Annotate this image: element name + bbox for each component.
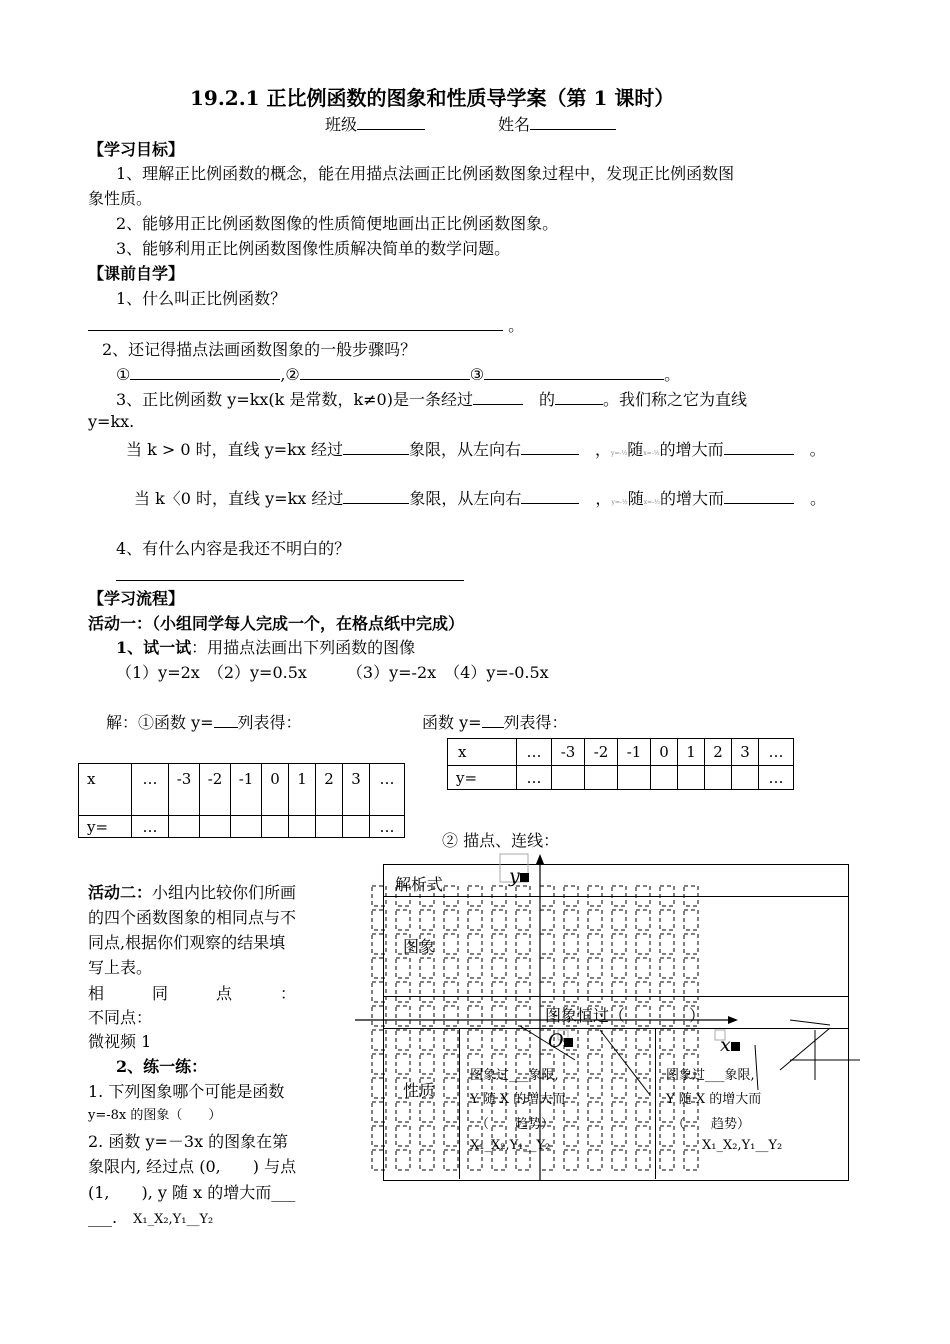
small-x-icon: x=-½ xyxy=(643,450,660,457)
class-field xyxy=(325,112,425,135)
preview-q4: 4、有什么内容是我还不明白的？ xyxy=(116,539,351,558)
class-blank[interactable] xyxy=(357,115,425,130)
solution-right: 函数 y= 列表得： xyxy=(422,713,568,732)
cell[interactable] xyxy=(231,816,262,838)
section-preview: 【课前自学】 xyxy=(88,264,185,283)
x-axis-label: x xyxy=(720,1034,740,1056)
page-title: 19.2.1 正比例函数的图象和性质导学案（第 1 课时） xyxy=(190,86,675,110)
k-pos-result-blank[interactable] xyxy=(724,440,794,455)
goal-2: 2、能够用正比例函数图像的性质简便地画出正比例函数图象。 xyxy=(116,214,559,233)
q1-blank[interactable] xyxy=(88,316,503,331)
k-neg-quadrant-blank[interactable] xyxy=(343,489,409,504)
y-axis-label: y xyxy=(509,865,529,887)
q4-blank[interactable] xyxy=(116,566,464,581)
activity1-try: 1、试一试：用描点法画出下列函数的图像 xyxy=(116,638,416,657)
practice-1a: 1. 下列图象哪个可能是函数 xyxy=(88,1082,285,1101)
k-neg-result-blank[interactable] xyxy=(724,489,794,504)
row-graph-label: 图象 xyxy=(403,937,436,956)
preview-q1: 1、什么叫正比例函数？ xyxy=(116,289,287,308)
row-formula-label: 解析式 xyxy=(395,875,444,894)
value-table-left: x … -3 -2 -1 0 1 2 3 … y= … … xyxy=(78,763,405,838)
activity1-heading: 活动一：（小组同学每人完成一个，在格点纸中完成） xyxy=(88,614,465,633)
same-points: 相 同 点 ： xyxy=(88,984,297,1003)
sol-right-blank[interactable] xyxy=(482,713,504,728)
practice-2b: 象限内, 经过点 (0, ) 与点 xyxy=(88,1157,297,1176)
origin-label: O xyxy=(548,1030,573,1052)
step3-blank[interactable] xyxy=(484,365,664,380)
name-label: 姓名 xyxy=(498,115,531,134)
k-positive-line: 当 k > 0 时，直线 y=kx 经过 象限，从左向右 ，y=-½随x=-½的增大而 。 xyxy=(126,440,826,459)
value-table-right: x … -3 -2 -1 0 1 2 3 … y= … … xyxy=(447,738,794,790)
activity2-line1: 活动二：小组内比较你们所画 xyxy=(88,883,297,902)
k-pos-quadrant-blank[interactable] xyxy=(343,440,409,455)
row-property-label: 性质 xyxy=(403,1081,436,1100)
goal-1a: 1、理解正比例函数的概念，能在用描点法画正比例函数图象过程中，发现正比例函数图 xyxy=(116,164,735,183)
preview-q2-steps: ① ,② ③ 。 xyxy=(116,365,681,384)
goal-1b: 象性质。 xyxy=(88,189,153,208)
left-prop-3: （ 趋势） xyxy=(476,1117,555,1132)
q3-blank-1[interactable] xyxy=(473,390,523,405)
activity1-functions: （1）y=2x （2）y=0.5x （3）y=-2x （4）y=-0.5x xyxy=(116,663,549,682)
cell[interactable] xyxy=(343,816,370,838)
cell[interactable] xyxy=(316,816,343,838)
y-marker-icon xyxy=(520,873,529,882)
x-marker-icon xyxy=(731,1042,740,1051)
activity2-line3: 同点,根据你们观察的结果填 xyxy=(88,933,286,952)
name-blank[interactable] xyxy=(530,115,616,130)
preview-q3a: 3、正比例函数 y=kx(k 是常数，k≠0)是一条经过 的 。我们称之它为直线 xyxy=(116,390,748,409)
class-label: 班级 xyxy=(325,115,358,134)
q4-answer xyxy=(116,566,464,585)
q3-blank-2[interactable] xyxy=(555,390,603,405)
preview-q1-answer: 。 xyxy=(88,313,524,336)
left-prop-1: 图象过___象限, xyxy=(470,1068,559,1083)
section-goals: 【学习目标】 xyxy=(88,140,185,159)
origin-marker-icon xyxy=(564,1038,573,1047)
plot-instruction: ② 描点、连线： xyxy=(442,831,560,850)
k-neg-trend-blank[interactable] xyxy=(521,489,579,504)
section-process: 【学习流程】 xyxy=(88,589,185,608)
k-negative-line: 当 k〈0 时，直线 y=kx 经过 象限，从左向右 ，y=-½随x=-½的增大而 。 xyxy=(134,489,827,508)
cell[interactable] xyxy=(200,816,231,838)
cell[interactable] xyxy=(289,816,316,838)
preview-q3b: y=kx. xyxy=(88,412,135,431)
cell[interactable] xyxy=(262,816,289,838)
sol-left-blank[interactable] xyxy=(214,713,238,728)
cell[interactable] xyxy=(678,766,705,790)
goal-3: 3、能够利用正比例函数图像性质解决简单的数学问题。 xyxy=(116,239,511,258)
right-prop-4: X₁_X₂,Y₁__Y₂ xyxy=(702,1138,783,1153)
right-prop-1: 图象过___象限, xyxy=(666,1068,755,1083)
left-prop-2: Y 随 X 的增大而 xyxy=(470,1092,566,1107)
small-y-icon: y=-½ xyxy=(611,499,628,506)
small-y-icon: y=-½ xyxy=(611,450,628,457)
grid-and-axes xyxy=(350,850,870,1180)
name-field xyxy=(498,112,616,135)
practice-2d: ___. X₁_X₂,Y₁__Y₂ xyxy=(88,1208,214,1227)
row-passes-label: 图象恒过（ ） xyxy=(545,1006,706,1025)
left-prop-4: X₁_X₂,Y₁__Y₂ xyxy=(470,1138,551,1153)
cell[interactable] xyxy=(585,766,618,790)
step1-blank[interactable] xyxy=(130,365,280,380)
cell[interactable] xyxy=(705,766,732,790)
cell[interactable] xyxy=(552,766,585,790)
preview-q2: 2、还记得描点法画函数图象的一般步骤吗？ xyxy=(102,340,417,359)
step2-blank[interactable] xyxy=(300,365,470,380)
diff-points: 不同点： xyxy=(88,1008,153,1027)
small-x-icon: x=-½ xyxy=(643,499,660,506)
right-prop-2: Y 随 X 的增大而 xyxy=(666,1092,762,1107)
practice-2c: (1, ), y 随 x 的增大而___ xyxy=(88,1183,296,1202)
practice-2a: 2. 函数 y=－3x 的图象在第 xyxy=(88,1132,289,1151)
micro-video-link[interactable]: 微视频 1 xyxy=(88,1032,152,1051)
cell[interactable] xyxy=(732,766,759,790)
right-prop-3: （ 趋势） xyxy=(672,1117,751,1132)
practice-1b: y=-8x 的图象（ ） xyxy=(88,1108,222,1123)
cell[interactable] xyxy=(169,816,200,838)
k-pos-trend-blank[interactable] xyxy=(521,440,579,455)
solution-left: 解：①函数 y= 列表得： xyxy=(106,713,302,732)
practice-heading: 2、练一练： xyxy=(116,1057,208,1076)
activity2-line2: 的四个函数图象的相同点与不 xyxy=(88,908,297,927)
cell[interactable] xyxy=(618,766,651,790)
cell[interactable] xyxy=(651,766,678,790)
activity2-line4: 写上表。 xyxy=(88,958,153,977)
